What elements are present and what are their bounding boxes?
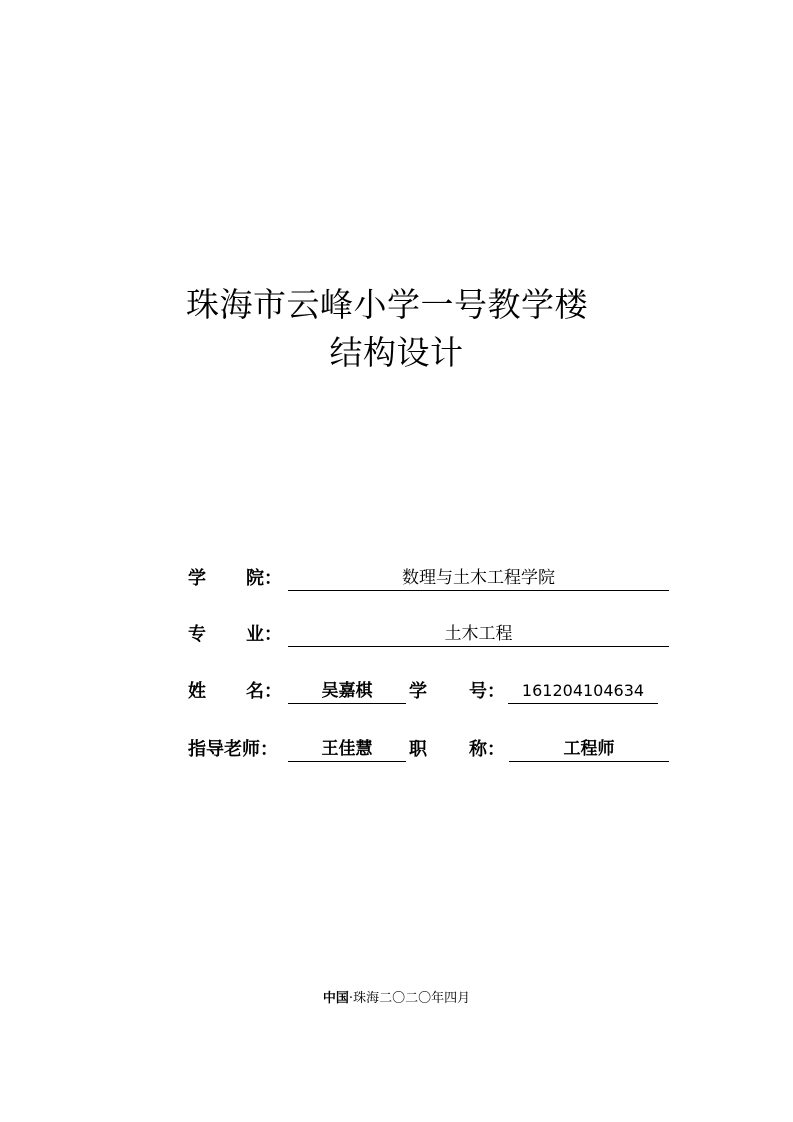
major-label-char-2: 业： xyxy=(246,624,282,645)
name-label-char-2: 名： xyxy=(246,681,282,702)
major-label-char-1: 专 xyxy=(188,624,206,645)
college-label-char-1: 学 xyxy=(188,568,206,589)
student-id-value: 161204104634 xyxy=(508,679,658,704)
major-value: 土木工程 xyxy=(288,622,669,647)
college-row xyxy=(188,566,670,592)
rank-label-char-1: 职 xyxy=(409,739,427,760)
footer-separator: · xyxy=(348,991,354,1006)
id-label-char-2: 号： xyxy=(469,681,505,702)
major-row xyxy=(188,622,670,648)
name-value: 吴嘉棋 xyxy=(288,679,406,704)
thesis-title-line-2: 结构设计 xyxy=(329,333,464,372)
cover-footer xyxy=(0,990,793,1008)
advisor-rank-row xyxy=(188,737,670,763)
footer-country: 中国 xyxy=(322,991,349,1006)
advisor-value: 王佳慧 xyxy=(288,737,406,762)
rank-value: 工程师 xyxy=(509,737,669,762)
college-label-char-2: 院： xyxy=(246,568,282,589)
rank-label-char-2: 称： xyxy=(469,739,505,760)
name-label-char-1: 姓 xyxy=(188,681,206,702)
id-label-char-1: 学 xyxy=(409,681,427,702)
name-id-row xyxy=(188,679,670,705)
footer-place-date: 珠海二〇二〇年四月 xyxy=(353,991,471,1006)
thesis-title-line-1: 珠海市云峰小学一号教学楼 xyxy=(186,285,588,324)
advisor-label: 指导老师： xyxy=(188,739,278,760)
college-value: 数理与土木工程学院 xyxy=(288,566,669,591)
